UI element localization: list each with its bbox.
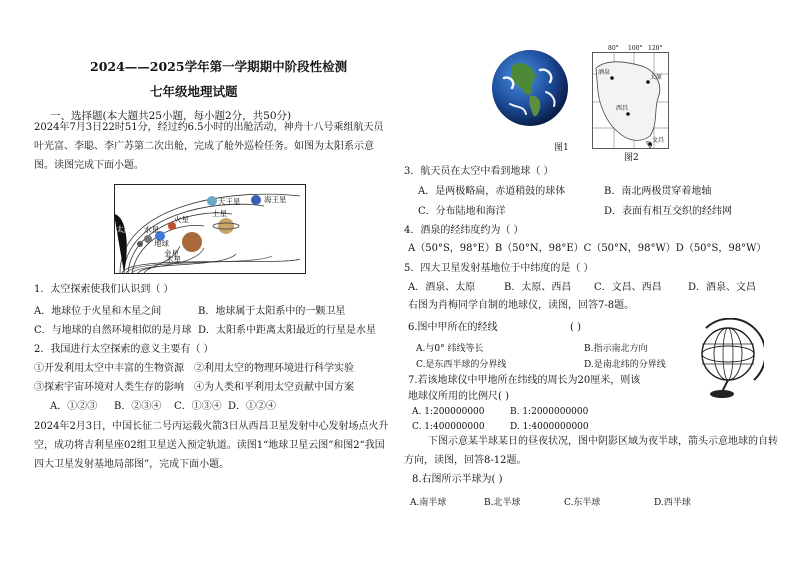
q6-option-c: C.是东西半球的分界线 xyxy=(416,360,507,370)
intro-paragraph-4: 下图示意某半球某日的昼夜状况，图中阴影区域为夜半球，箭头示意地球的自转方向，读图，回答8-12题。 xyxy=(404,436,778,466)
solar-system-diagram xyxy=(114,184,306,274)
q5-stem: 5．四大卫星发射基地位于中纬度的是（ ） xyxy=(404,263,594,274)
q7-stem-continued: 地球仪所用的比例尺( ) xyxy=(408,391,509,402)
planet-label-mercury: 水星 xyxy=(144,225,159,234)
page-title: 2024——2025学年第一学期期中阶段性检测 xyxy=(90,59,348,74)
q5-option-b: B．太原、西昌 xyxy=(504,282,572,293)
q2-statement-4: ④为人类和平利用太空贡献中国方案 xyxy=(194,382,354,393)
q7-option-c: C. 1:400000000 xyxy=(412,422,485,432)
q1-option-d: D．太阳系中距离太阳最近的行星是水星 xyxy=(198,325,377,336)
q2-statement-2: ②利用太空的物理环境进行科学实验 xyxy=(194,363,354,374)
planet-label-uranus: 天王星 xyxy=(218,197,241,206)
q6-stem: 6.图中甲所在的经线 xyxy=(408,322,498,333)
q7-option-b: B. 1:2000000000 xyxy=(510,407,589,417)
map-label-xichang: 西昌 xyxy=(616,105,629,112)
section-heading: 一、选择题(本大题共25小题，每小题2分，共50分) xyxy=(50,110,292,122)
planet-label-earth: 地球 xyxy=(154,239,169,248)
q7-option-d: D. 1:4000000000 xyxy=(510,422,589,432)
q2-option-d: D．①②④ xyxy=(228,401,277,412)
q3-option-d: D．表面有相互交织的经纬网 xyxy=(604,206,733,217)
figure-2-caption: 图2 xyxy=(624,153,639,163)
q2-option-b: B．②③④ xyxy=(114,401,162,412)
q4-stem: 4．酒泉的经纬度约为（ ） xyxy=(404,225,524,236)
q1-option-b: B．地球属于太阳系中的一颗卫星 xyxy=(198,306,346,317)
globe-model-image xyxy=(692,318,764,400)
q5-option-a: A．酒泉、太原 xyxy=(408,282,476,293)
planet-label-mars: 火星 xyxy=(174,215,189,224)
q1-option-c: C．与地球的自然环境相似的是月球 xyxy=(34,325,192,336)
q3-option-a: A．是两极略扁，赤道稍鼓的球体 xyxy=(418,186,566,197)
map-label-wenchang: 文昌 xyxy=(652,137,665,144)
intro-paragraph-2: 2024年2月3日，中国长征二号丙运载火箭3日从西昌卫星发射中心发射场点火升空，成功将吉利星座02组卫星送入预定轨道。读图1“地球卫星云图”和图2“我国四大卫星发射基地局部图”，完成下面小题。 xyxy=(34,421,389,470)
q8-option-a: A.南半球 xyxy=(410,498,447,508)
q5-option-c: C．文昌、西昌 xyxy=(594,282,662,293)
q3-stem: 3．航天员在太空中看到地球（ ） xyxy=(404,166,554,177)
planet-label-neptune: 海王星 xyxy=(264,195,287,204)
q2-option-a: A．①②③ xyxy=(50,401,98,412)
q6-option-b: B.指示南北方向 xyxy=(584,344,648,354)
map-label-jiuquan: 酒泉 xyxy=(598,69,611,76)
launch-base-map xyxy=(588,44,674,154)
q8-option-b: B.北半球 xyxy=(484,498,521,508)
map-lon-100: 100° xyxy=(628,45,643,52)
q2-statement-1: ①开发利用太空中丰富的生物资源 xyxy=(34,363,184,374)
q3-option-b: B．南北两极贯穿着地轴 xyxy=(604,186,712,197)
q3-option-c: C．分布陆地和海洋 xyxy=(418,206,506,217)
q7-stem: 7.若该地球仪中甲地所在纬线的周长为20厘米，则该 xyxy=(408,375,641,386)
sun-label: 太阳 xyxy=(116,225,132,234)
q1-option-a: A．地球位于火星和木星之间 xyxy=(34,306,162,317)
intro-paragraph-3: 右图为肖梅同学自制的地球仪，读图，回答7-8题。 xyxy=(408,300,635,311)
map-lon-80: 80° xyxy=(608,45,619,52)
q2-option-c: C．①③④ xyxy=(174,401,222,412)
q8-option-c: C.东半球 xyxy=(564,498,601,508)
q6-option-d: D.是南北纬的分界线 xyxy=(584,360,666,370)
planet-label-saturn: 土星 xyxy=(212,209,227,218)
figure-1-caption: 图1 xyxy=(554,143,569,153)
page-subtitle: 七年级地理试题 xyxy=(150,84,238,99)
planet-label-venus: 金星 xyxy=(164,249,179,258)
intro-paragraph-1: 2024年7月3日22时51分，经过约6.5小时的出舱活动，神舟十八号乘组航天员叶光富、李聪、李广苏第二次出舱，完成了舱外巡检任务。如图为太阳系示意图。读图完成下面小题。 xyxy=(34,122,384,171)
q6-option-a: A.与0° 纬线等长 xyxy=(416,344,484,354)
q2-statement-3: ③探索宇宙环境对人类生存的影响 xyxy=(34,382,184,393)
q5-option-d: D．酒泉、文昌 xyxy=(688,282,757,293)
map-lon-120: 120° xyxy=(648,45,663,52)
earth-cloud-image xyxy=(490,48,570,128)
q8-option-d: D.西半球 xyxy=(654,498,691,508)
q8-stem: 8.右图所示半球为( ) xyxy=(412,474,503,485)
q2-stem: 2．我国进行太空探索的意义主要有（ ） xyxy=(34,344,214,355)
map-label-taiyuan: 太原 xyxy=(650,74,663,81)
q6-answer-paren: ( ) xyxy=(570,322,581,333)
q4-options: A（50°S，98°E）B（50°N，98°E）C（50°N，98°W）D（50°S，98°W） xyxy=(408,243,767,254)
q1-stem: 1．太空探索使我们认识到（ ） xyxy=(34,284,174,295)
planet-label-jupiter: 木星 xyxy=(166,255,181,264)
q7-option-a: A. 1:200000000 xyxy=(412,407,485,417)
